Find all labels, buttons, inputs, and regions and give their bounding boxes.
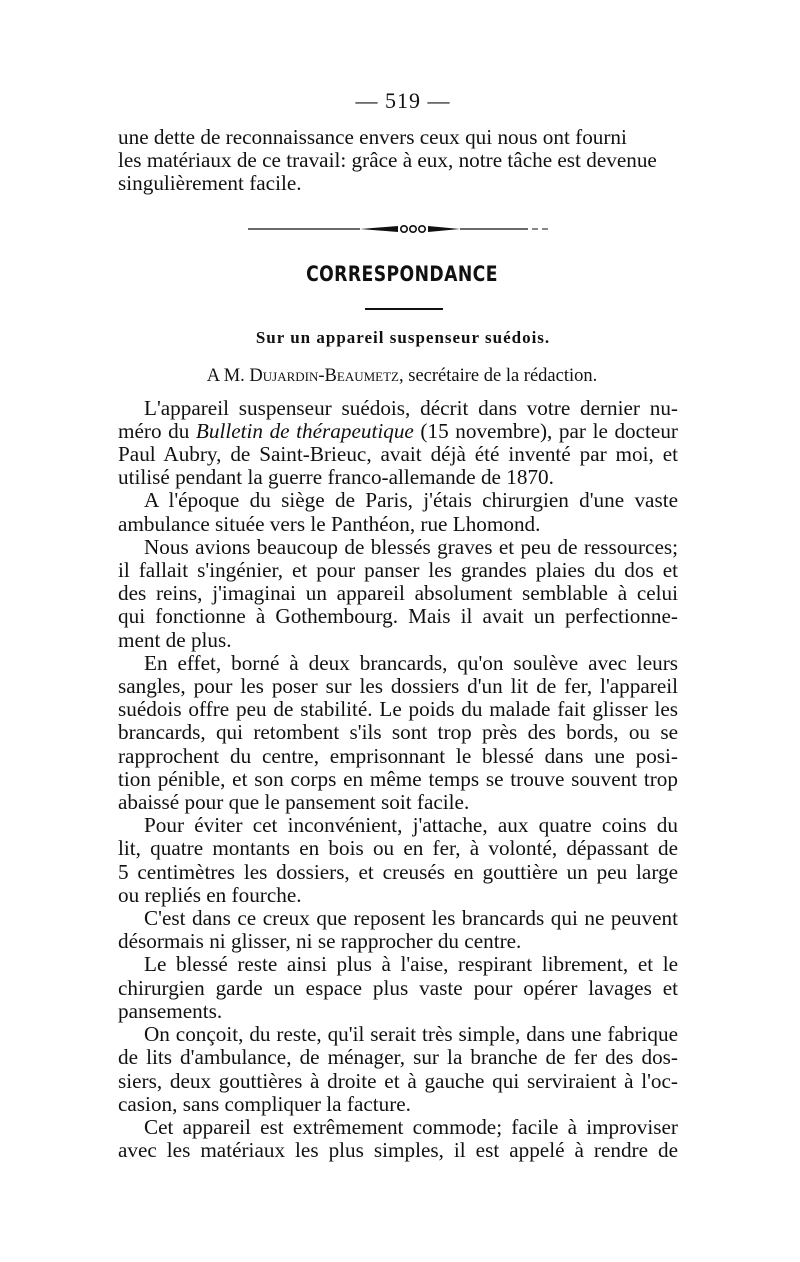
p1-line-2-end: (15 novembre), par le docteur xyxy=(413,418,678,443)
p1-line-1: L'appareil suspenseur suédois, décrit dans votre dernier nu- xyxy=(144,395,678,420)
paragraph-line: rapprochent du centre, emprisonnant le blessé dans une posi- xyxy=(118,743,678,768)
paragraph-line: On conçoit, du reste, qu'il serait très simple, dans une fabrique xyxy=(144,1022,678,1047)
paragraph-line: chirurgien garde un espace plus vaste pour opérer lavages et xyxy=(118,975,678,1000)
paragraph-line: suédois offre peu de stabilité. Le poids du malade fait glisser les xyxy=(118,697,678,722)
paragraph-7 xyxy=(118,953,678,1023)
paragraph-line: ment de plus. xyxy=(118,627,232,652)
paragraph-line: Pour éviter cet inconvénient, j'attache, aux quatre coins du xyxy=(144,813,678,838)
paragraph-3 xyxy=(118,536,678,652)
paragraph-line: Cet appareil est extrêmement commode; facile à improviser xyxy=(144,1114,678,1139)
document-page xyxy=(118,88,678,1162)
address-name: Dujardin-Beaumetz xyxy=(249,365,399,386)
paragraph-line: désormais ni glisser, ni se rapprocher du centre. xyxy=(118,929,522,954)
p1-line-2-start: méro du xyxy=(118,418,196,443)
p1-line-2 xyxy=(118,420,678,443)
paragraph-8 xyxy=(118,1023,678,1116)
body-paragraphs xyxy=(118,489,678,1162)
journal-title: Bulletin de thérapeutique xyxy=(195,418,414,443)
paragraph-line: siers, deux gouttières à droite et à gauche qui serviraient à l'oc- xyxy=(118,1068,678,1093)
paragraph-line: qui fonctionne à Gothembourg. Mais il avait un perfectionne- xyxy=(118,604,678,629)
p1-line-3: Paul Aubry, de Saint-Brieuc, avait déjà été inventé par moi, et xyxy=(118,442,678,467)
paragraph-line: Nous avions beaucoup de blessés graves et peu de ressources; xyxy=(144,534,678,559)
paragraph-line: abaissé pour que le pansement soit facile. xyxy=(118,790,470,815)
article-subtitle: Sur un appareil suspenseur suédois. xyxy=(255,327,551,347)
intro-line-1: une dette de reconnaissance envers ceux qui nous ont fourni xyxy=(118,125,627,149)
address-prefix: A M. xyxy=(206,365,245,386)
page-number: — 519 — xyxy=(355,88,451,113)
paragraph-line: brancards, qui retombent s'ils sont trop près des bords, ou se xyxy=(118,720,678,745)
paragraph-line: des reins, j'imaginai un appareil absolument semblable à celui xyxy=(118,581,678,606)
paragraph-6 xyxy=(118,907,678,953)
paragraph-2 xyxy=(118,489,678,535)
intro-line-2: les matériaux de ce travail: grâce à eux, notre tâche est devenue xyxy=(118,148,657,173)
ornament-icon xyxy=(248,223,548,235)
paragraph-line: Le blessé reste ainsi plus à l'aise, respirant librement, et le xyxy=(144,952,678,977)
paragraph-line: de lits d'ambulance, de ménager, sur la branche de fer des dos- xyxy=(118,1045,678,1070)
paragraph-line: casion, sans compliquer la facture. xyxy=(118,1091,411,1116)
paragraph-line: sangles, pour les poser sur les dossiers d'un lit de fer, l'appareil xyxy=(118,674,678,699)
intro-paragraph xyxy=(118,126,678,196)
paragraph-9 xyxy=(118,1116,678,1162)
paragraph-line: A l'époque du siège de Paris, j'étais chirurgien d'une vaste xyxy=(144,488,678,513)
intro-line-3: singulièrement facile. xyxy=(118,171,302,196)
paragraph-line: il fallait s'ingénier, et pour panser les grandes plaies du dos et xyxy=(118,558,678,583)
p1-line-4: utilisé pendant la guerre franco-allemande de 1870. xyxy=(118,465,554,490)
paragraph-line: C'est dans ce creux que reposent les brancards qui ne peuvent xyxy=(144,906,678,931)
address-suffix: , secrétaire de la rédaction. xyxy=(399,365,598,386)
paragraph-1 xyxy=(118,397,678,490)
paragraph-line: lit, quatre montants en bois ou en fer, à volonté, dépassant de xyxy=(118,836,678,861)
paragraph-4 xyxy=(118,652,678,814)
section-title: CORRESPONDANCE xyxy=(306,261,498,286)
decorative-rule-ornament xyxy=(248,222,548,234)
paragraph-line: En effet, borné à deux brancards, qu'on soulève avec leurs xyxy=(144,650,678,675)
paragraph-line: 5 centimètres les dossiers, et creusés en gouttière un peu large xyxy=(118,859,678,884)
address-line xyxy=(126,366,678,387)
paragraph-line: ambulance située vers le Panthéon, rue Lhomond. xyxy=(118,511,541,536)
paragraph-line: ou repliés en fourche. xyxy=(118,882,302,907)
paragraph-5 xyxy=(118,814,678,907)
paragraph-line: tion pénible, et son corps en même temps se trouve souvent trop xyxy=(118,766,678,791)
paragraph-line: pansements. xyxy=(118,998,223,1023)
paragraph-line: avec les matériaux les plus simples, il est appelé à rendre de xyxy=(118,1138,678,1163)
title-rule xyxy=(365,308,443,310)
